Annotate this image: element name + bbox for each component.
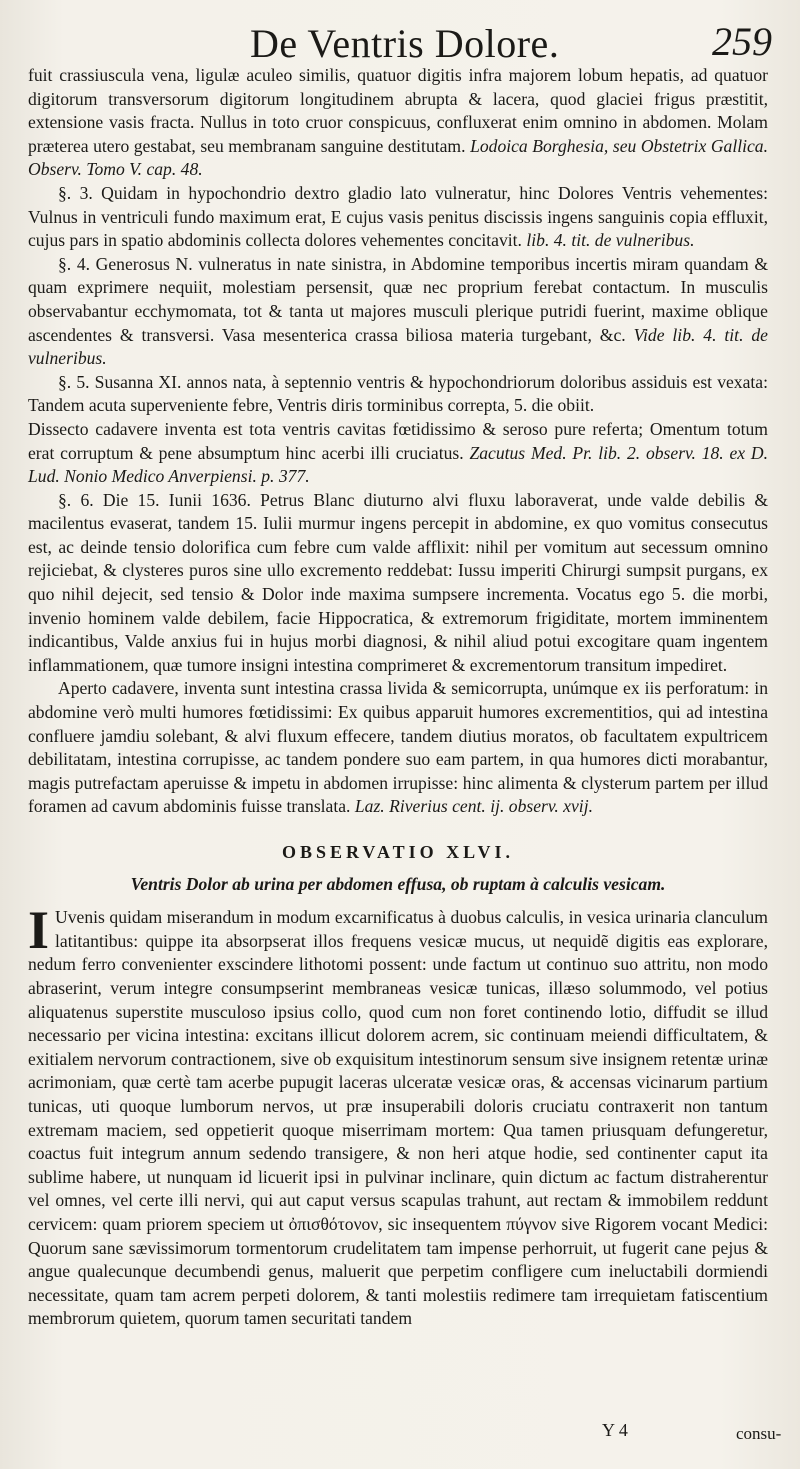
paragraph-section-3 — [28, 182, 768, 253]
page-number: 259 — [712, 19, 772, 64]
main-text — [28, 64, 768, 1331]
paragraph-text: fuit crassiuscula vena, ligulæ aculeo similis, quatuor digitis infra majorem lobum hepatis, ad quatuor digitorum transversorum digitorum longitudinem abrupta & lacera, quod glaciei frigus præstitit, extensione vasis fracta. Nullus in toto cruor conspicuus, confluxerat enim omnino in abdomen. Molam præterea utero gestabat, seu membranam sanguine destitutam. — [28, 65, 768, 156]
paragraph-autopsy — [28, 677, 768, 819]
paragraph-continuation — [28, 64, 768, 182]
catchword: consu- — [736, 1424, 782, 1443]
paragraph-text: §. 5. Susanna XI. annos nata, à septennio ventris & hypochondriorum doloribus assiduis est vexata: Tandem acuta superveniente febre, Ventris diris torminibus correpta, 5. die obiit. — [28, 371, 768, 416]
paragraph-text: Uvenis quidam miserandum in modum excarnificatus à duobus calculis, in vesica urinaria clanculum latitantibus: quippe ita absorpserat illos frequens vesicæ mucus, ut nequidẽ digitis eas explorare, nedum ferro convenienter exscindere lithotomi possent: unde factum ut continuo suo attritu, non modo abraserint, verum integre consumpserint membraneas vesicæ tunicas, illæso solummodo, vel potius aliquatenus superstite musculoso ipsius collo, quod cum non foret continendo lotio, diffudit se illud necessario per vicina intestina: excitans illicut dolorem acrem, sic continuam meiendi difficultatem, & exitialem nervorum contractionem, sive ob exquisitum intestinorum sensum sive insignem retentæ urinæ acrimoniam, quæ certè tam acerbe pupugit laceras ulceratæ vesicæ oras, & accensas vicinarum partium tunicas, uti quoque lumborum nervos, ut præ insuperabili doloris cruciatu contraxerit non tantum extremam maciem, sed oppetierit quoque miserrimam mortem: Qua tamen priusquam defungeretur, coactus fuit integrum annum sedendo transigere, & non heri atque hodie, sed continenter caput ita sublime habere, ut nunquam id licuerit ipsi in pulvinar inclinare, quin dictum ac factum distraherentur vel omnes, vel certe illi nervi, qui aut caput versus scapulas trahunt, aut rectam & immobilem reddunt cervicem: quam priorem speciem ut ὀπισθότονον, sic insequentem πύγνον sive Rigorem vocant Medici: Quorum sane sævissimorum tormentorum crudelitatem tam impense perhorruit, ut fugerit cane pejus & angue qualecunque decumbendi genus, maluerit que perpetim confligere cum ineluctabili dormiendi necessitate, quam tam acrem perpeti dolorem, & tanti molestiis redimere tam irrequietam fatiscentium membrorum quietem, quorum tamen securitati tandem — [28, 907, 768, 1329]
paragraph-dissection — [28, 418, 768, 489]
paragraph-section-4 — [28, 253, 768, 371]
citation: Vide lib. 4. tit. de vulneribus. — [28, 324, 768, 369]
citation: Zacutus Med. Pr. lib. 2. observ. 18. ex D. Lud. Nonio Medico Anverpiensi. p. 377. — [28, 442, 768, 487]
signature-mark: Y 4 — [602, 1420, 628, 1440]
paragraph-text: Dissecto cadavere inventa est tota ventris cavitas fœtidissimo & seroso pure referta; Omentum totum erat corruptum & pene absumptum hinc acerbi illi cruciatus. — [28, 418, 768, 463]
paragraph-section-6 — [28, 489, 768, 678]
citation: Laz. Riverius cent. ij. observ. xvij. — [354, 796, 593, 817]
running-title: De Ventris Dolore. — [250, 21, 560, 66]
paragraph-section-5 — [28, 371, 768, 418]
observation-subtitle: Ventris Dolor ab urina per abdomen effusa, ob ruptam à calculis vesicam. — [130, 873, 666, 894]
page-footer — [0, 1418, 800, 1458]
paragraph-text: §. 6. Die 15. Iunii 1636. Petrus Blanc diuturno alvi fluxu laboraverat, unde valde debilis & macilentus evaserat, tandem 15. Iulii murmur ingens percepit in abdomine, ex quo vomitus consecutus est, ac deinde tensio dolorifica cum febre cum valde afflixit: nihil per vomitum aut secessum omnino rejiciebat, & clysteres puros sine ullo excremento reddebat: Iussu imperiti Chirurgi sumpsit purgans, ex quo nihil dejecit, sed tensio & Dolor inde maxima sumpsere incrementa. Vocatus ego 5. die morbi, invenio hominem valde debilem, facie Hippocratica, & extremorum frigiditate, mortem imminentem indicantibus, Valde anxius fui in hujus morbi diagnosi, & nihil aliud potui excogitare quam ingentem inflammationem, quæ tumore insigni intestina comprimeret & excrementorum transitum impediret. — [28, 489, 768, 675]
drop-cap: I — [28, 900, 50, 961]
paragraph-text: Aperto cadavere, inventa sunt intestina crassa livida & semicorrupta, unúmque ex iis perforatum: in abdomine verò multi humores fœtidissimi: Ex quibus apparuit humores excrementitios, qui ad intestina confluere jamdiu solebant, & alvi fluxum effecere, tandem diutius moratos, ob facultatem expultricem debilitatam, intestina corrupisse, ac tandem pondere suo eam partem, in qua humores dicti morabantur, magis putrefactam aperuisse & impetu in abdomen irrupisse: hinc alimenta & clysterum partem per illud foramen ad cavum abdominis fuisse translata. — [28, 678, 768, 817]
observation-heading: OBSERVATIO XLVI. — [281, 842, 515, 862]
citation: lib. 4. tit. de vulneribus. — [526, 230, 695, 251]
observation-paragraph — [28, 900, 768, 1331]
citation: Lodoica Borghesia, seu Obstetrix Gallica. Observ. Tomo V. cap. 48. — [28, 135, 768, 180]
paragraph-text: §. 3. Quidam in hypochondrio dextro gladio lato vulneratur, hinc Dolores Ventris vehementes: Vulnus in ventriculi fundo maximum erat, E cujus vasis penitus discissis ingens sanguinis copia effluxit, cujus pars in spatio abdominis collecta dolores vehementes concitavit. — [28, 182, 768, 251]
page-header — [0, 12, 800, 72]
paragraph-text: §. 4. Generosus N. vulneratus in nate sinistra, in Abdomine temporibus incertis miram quandam & quam exprimere nequiit, molestiam persensit, quæ nec proprium ferebat contactum. In musculis observabantur ecchymomata, tot & tanta ut majores musculi plerique putridi fuerint, maxime oblique ascendentes & transversi. Vasa mesenterica crassa biliosa materia turgebant, &c. — [28, 253, 768, 345]
